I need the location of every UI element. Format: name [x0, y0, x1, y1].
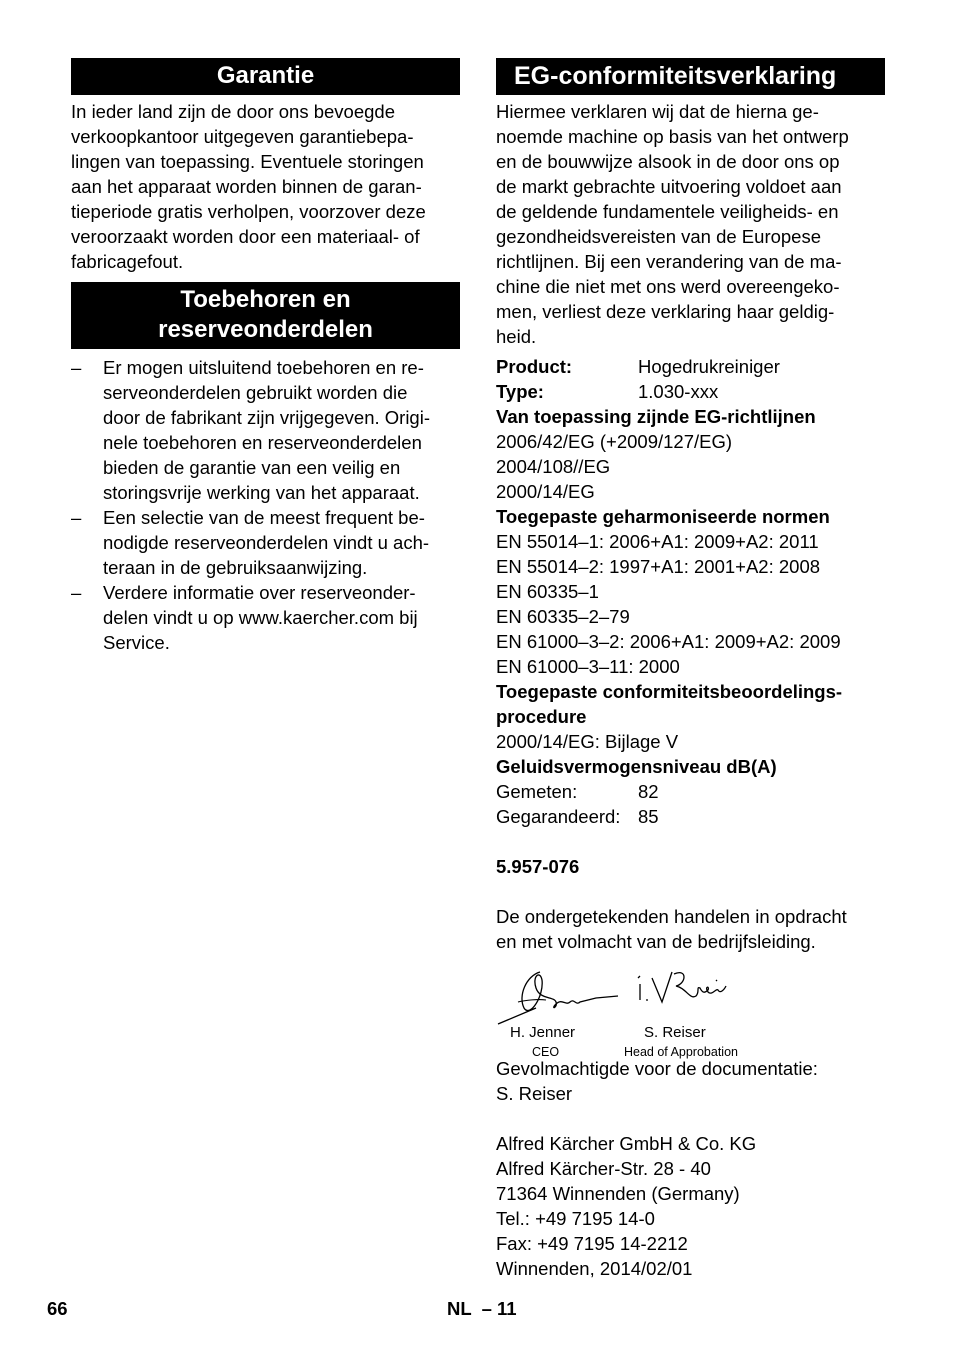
intro-line: de markt gebrachte uitvoering voldoet aan	[496, 176, 842, 197]
garantie-line: lingen van toepassing. Eventuele storingen	[71, 151, 424, 172]
type-value: 1.030-xxx	[638, 381, 719, 402]
authority-paragraph	[496, 904, 885, 954]
directive-item: 2004/108//EG	[496, 456, 611, 477]
intro-line: en de bouwwijze alsook in de door ons op	[496, 151, 840, 172]
list-item-line: nodigde reserveonderdelen vindt u ach-	[103, 532, 430, 553]
list-dash: –	[71, 582, 82, 603]
measured-row	[496, 779, 885, 804]
signatory1-name: H. Jenner	[510, 1024, 576, 1041]
intro-line: men, verliest deze verklaring haar geldig-	[496, 301, 835, 322]
procedure-value: 2000/14/EG: Bijlage V	[496, 731, 679, 752]
intro-line: richtlijnen. Bij een verandering van de ma-	[496, 251, 842, 272]
conformity-heading: EG-conformiteitsverklaring	[496, 58, 885, 95]
signatory1-role: CEO	[532, 1045, 560, 1059]
norm-item: EN 55014–2: 1997+A1: 2001+A2: 2008	[496, 556, 821, 577]
list-item-line: teraan in de gebruiksaanwijzing.	[103, 557, 368, 578]
norm-item: EN 55014–1: 2006+A1: 2009+A2: 2011	[496, 531, 819, 552]
toebehoren-list	[71, 355, 460, 655]
list-dash: –	[71, 357, 82, 378]
documentation-label: Gevolmachtigde voor de documentatie:	[496, 1058, 818, 1079]
address-line: Alfred Kärcher GmbH & Co. KG	[496, 1133, 757, 1154]
signatory2-name: S. Reiser	[644, 1024, 706, 1041]
guaranteed-value: 85	[638, 806, 659, 827]
norm-item: EN 61000–3–2: 2006+A1: 2009+A2: 2009	[496, 631, 841, 652]
procedure-heading: Toegepaste conformiteitsbeoordelings-	[496, 681, 843, 702]
intro-line: de geldende fundamentele veiligheids- en	[496, 201, 839, 222]
signature-block	[496, 966, 885, 1059]
left-column	[71, 58, 460, 655]
signature-reiser-icon	[634, 966, 734, 1016]
type-label: Type:	[496, 381, 544, 402]
toebehoren-heading-line: reserveonderdelen	[158, 316, 373, 343]
list-item-line: serveonderdelen gebruikt worden die	[103, 382, 408, 403]
language-page-indicator: NL – 11	[447, 1298, 517, 1319]
intro-line: chine die niet met ons werd overeengeko-	[496, 276, 840, 297]
procedure-heading: procedure	[496, 706, 587, 727]
right-column	[496, 58, 885, 1281]
garantie-line: fabricagefout.	[71, 251, 184, 272]
intro-line: heid.	[496, 326, 537, 347]
signature-jenner-icon	[496, 966, 626, 1028]
norm-item: EN 60335–2–79	[496, 606, 630, 627]
garantie-line: aan het apparaat worden binnen de garan-	[71, 176, 422, 197]
product-label: Product:	[496, 356, 573, 377]
measured-value: 82	[638, 781, 659, 802]
guaranteed-row	[496, 804, 885, 829]
page-number: 66	[47, 1298, 68, 1319]
type-row	[496, 379, 885, 404]
list-item	[71, 355, 460, 505]
norm-item: EN 60335–1	[496, 581, 599, 602]
list-item-line: Verdere informatie over reserveonder-	[103, 582, 416, 603]
garantie-heading: Garantie	[71, 58, 460, 95]
garantie-line: tieperiode gratis verholpen, voorzover deze	[71, 201, 426, 222]
toebehoren-heading-line: Toebehoren en	[180, 286, 351, 313]
list-item-line: nele toebehoren en reserveonderdelen	[103, 432, 422, 453]
product-value: Hogedrukreiniger	[638, 356, 780, 377]
signatory2-role: Head of Approbation	[624, 1045, 738, 1059]
authority-line: en met volmacht van de bedrijfsleiding.	[496, 931, 816, 952]
list-item-line: Een selectie van de meest frequent be-	[103, 507, 425, 528]
directives-heading: Van toepassing zijnde EG-richtlijnen	[496, 406, 816, 427]
list-item-line: storingsvrije werking van het apparaat.	[103, 482, 420, 503]
list-item-line: Er mogen uitsluitend toebehoren en re-	[103, 357, 424, 378]
intro-line: gezondheidsvereisten van de Europese	[496, 226, 822, 247]
directive-item: 2006/42/EG (+2009/127/EG)	[496, 431, 733, 452]
garantie-line: verkoopkantoor uitgegeven garantiebepa-	[71, 126, 414, 147]
norms-heading: Toegepaste geharmoniseerde normen	[496, 506, 830, 527]
intro-paragraph	[496, 99, 885, 349]
toebehoren-heading	[71, 282, 460, 349]
list-item-line: bieden de garantie van een veilig en	[103, 457, 401, 478]
authority-line: De ondergetekenden handelen in opdracht	[496, 906, 847, 927]
guaranteed-label: Gegarandeerd:	[496, 806, 621, 827]
address-line: Fax: +49 7195 14-2212	[496, 1233, 688, 1254]
list-item	[71, 580, 460, 655]
sound-heading: Geluidsvermogensniveau dB(A)	[496, 756, 777, 777]
list-item-line: delen vindt u op www.kaercher.com bij	[103, 607, 418, 628]
intro-line: Hiermee verklaren wij dat de hierna ge-	[496, 101, 819, 122]
address-block	[496, 1131, 885, 1281]
garantie-paragraph	[71, 99, 460, 274]
list-item-line: Service.	[103, 632, 170, 653]
garantie-line: In ieder land zijn de door ons bevoegde	[71, 101, 395, 122]
list-item-line: door de fabrikant zijn vrijgegeven. Origi-	[103, 407, 430, 428]
garantie-line: veroorzaakt worden door een materiaal- of	[71, 226, 420, 247]
documentation-person: S. Reiser	[496, 1083, 573, 1104]
address-line: 71364 Winnenden (Germany)	[496, 1183, 740, 1204]
list-item	[71, 505, 460, 580]
intro-line: noemde machine op basis van het ontwerp	[496, 126, 849, 147]
address-line: Tel.: +49 7195 14-0	[496, 1208, 655, 1229]
address-line: Alfred Kärcher-Str. 28 - 40	[496, 1158, 711, 1179]
address-line: Winnenden, 2014/02/01	[496, 1258, 693, 1279]
list-dash: –	[71, 507, 82, 528]
norm-item: EN 61000–3–11: 2000	[496, 656, 680, 677]
directive-item: 2000/14/EG	[496, 481, 595, 502]
document-number: 5.957-076	[496, 856, 580, 877]
product-row	[496, 354, 885, 379]
measured-label: Gemeten:	[496, 781, 578, 802]
